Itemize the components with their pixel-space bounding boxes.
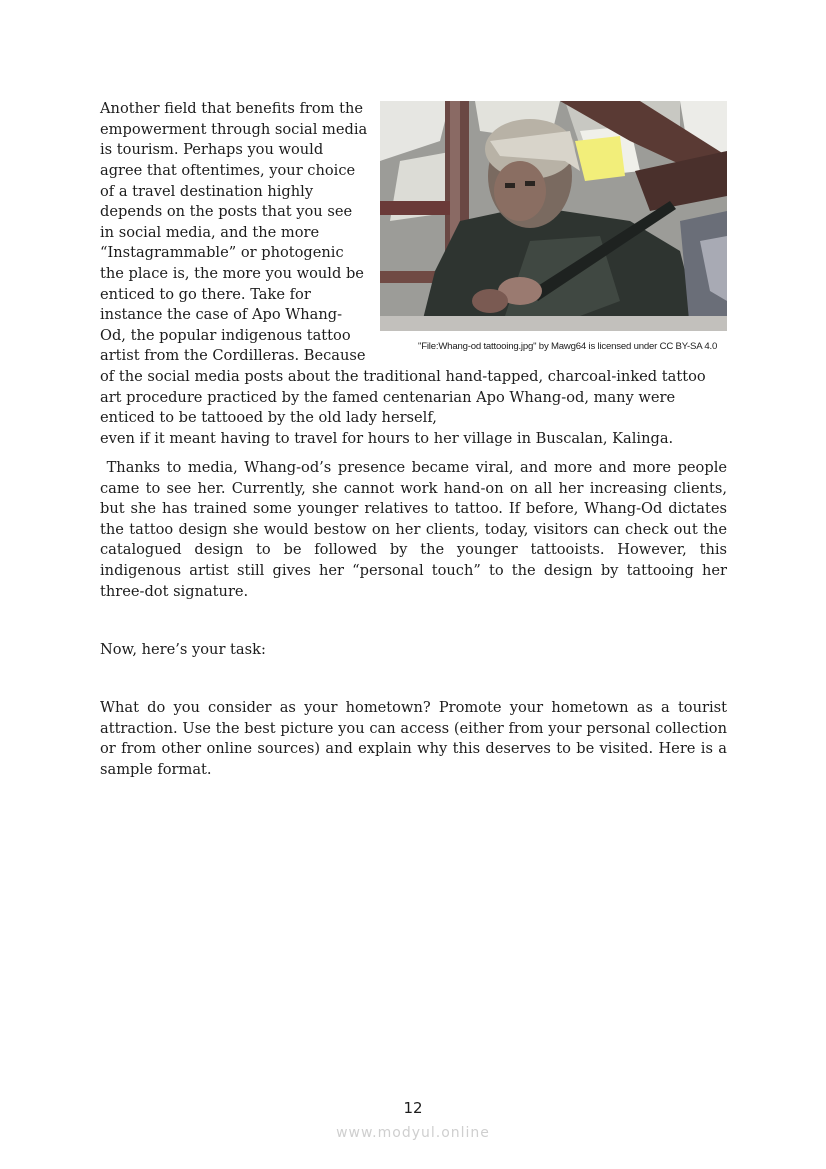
intro-line: in social media, and the more (100, 224, 320, 241)
intro-line: the place is, the more you would be (100, 265, 364, 282)
watermark-text: www.modyul.online (336, 1125, 490, 1141)
intro-line: enticed to be tattooed by the old lady herself, (100, 409, 437, 426)
photo-caption: "File:Whang-od tattooing.jpg" by Mawg64 is licensed under CC BY-SA 4.0 (418, 341, 718, 352)
intro-line: instance the case of Apo Whang- (100, 306, 343, 323)
intro-line: Od, the popular indigenous tattoo (100, 327, 351, 344)
intro-line: even if it meant having to travel for hours to her village in Buscalan, Kalinga. (100, 430, 674, 447)
intro-line: of the social media posts about the traditional hand-tapped, charcoal-inked tattoo (100, 368, 706, 385)
intro-line: empowerment through social media (100, 121, 368, 138)
whang-od-photo (380, 101, 727, 331)
task-intro: Now, here’s your task: (100, 641, 266, 658)
intro-line: is tourism. Perhaps you would (100, 141, 324, 158)
page-number: 12 (403, 1099, 423, 1117)
intro-line: depends on the posts that you see (100, 203, 353, 220)
intro-line: agree that oftentimes, your choice (100, 162, 356, 179)
intro-line: art procedure practiced by the famed centenarian Apo Whang-od, many were (100, 389, 676, 406)
photo-illustration (380, 101, 727, 331)
intro-line: artist from the Cordilleras. Because (100, 347, 366, 364)
intro-line: of a travel destination highly (100, 183, 314, 200)
intro-line: enticed to go there. Take for (100, 286, 311, 303)
task-instructions: What do you consider as your hometown? Promote your hometown as a tourist attraction. Use the best picture you can access (either from your personal collection or from other online sources) and explain why this deserves to be visited. Here is a sample format. (100, 699, 727, 778)
paragraph-media: Thanks to media, Whang-od’s presence became viral, and more and more people came to see her. Currently, she cannot work hand-on on all her increasing clients, but she has trained some younger relatives to tattoo. If before, Whang-Od dictates the tattoo design she would bestow on her clients, today, visitors can check out the catalogued design to be followed by the younger tattooists. However, this indigenous artist still gives her “personal touch” to the design by tattooing her three-dot signature. (100, 459, 732, 600)
intro-line: “Instagrammable” or photogenic (100, 244, 344, 261)
intro-line: Another field that benefits from the (100, 100, 364, 117)
